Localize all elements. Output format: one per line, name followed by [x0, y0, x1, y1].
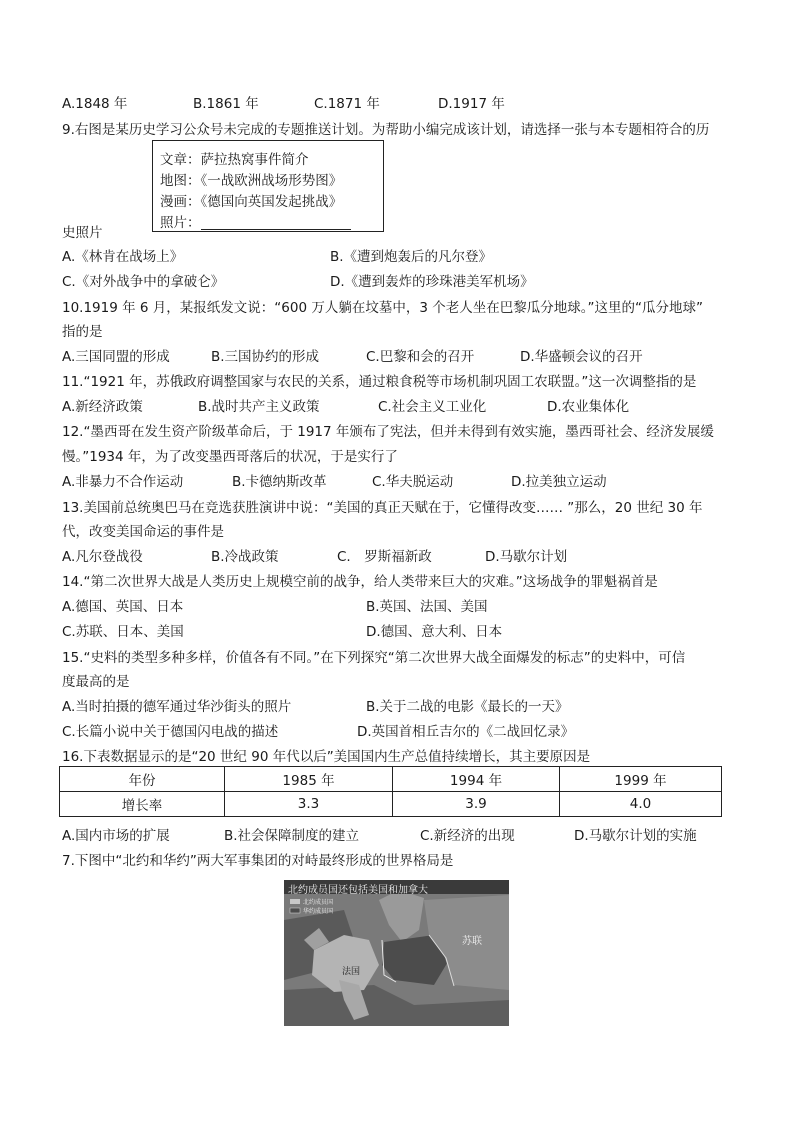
- q15-option-b: B.关于二战的电影《最长的一天》: [366, 699, 569, 715]
- q11-stem: 11.“1921 年，苏俄政府调整国家与农民的关系，通过粮食税等市场机制巩固工农联盟。”这一次调整指的是: [62, 374, 697, 390]
- table-row: [60, 792, 722, 817]
- table-header-cell: 1994 年: [393, 767, 560, 792]
- q15-option-d: D.英国首相丘吉尔的《二战回忆录》: [357, 724, 575, 740]
- q10-option-d: D.华盛顿会议的召开: [520, 349, 643, 365]
- map-title: 北约成员国还包括美国和加拿大: [288, 885, 428, 896]
- table-header-row: [60, 767, 722, 792]
- q15-stem-cont: 度最高的是: [62, 674, 130, 690]
- q9-option-a: A.《林肯在战场上》: [62, 249, 184, 265]
- q14-stem: 14.“第二次世界大战是人类历史上规模空前的战争，给人类带来巨大的灾难。”这场战争的罪魁祸首是: [62, 574, 658, 590]
- q13-stem-cont: 代，改变美国命运的事件是: [62, 524, 224, 540]
- q13-option-d: D.马歇尔计划: [485, 549, 568, 565]
- q8-option-c: C.1871 年: [314, 96, 380, 112]
- q14-option-b: B.英国、法国、美国: [366, 599, 488, 615]
- q13-option-a: A.凡尔登战役: [62, 549, 143, 565]
- q9-plan-box: [152, 140, 384, 232]
- q9-photo-blank: [201, 217, 351, 230]
- q11-option-c: C.社会主义工业化: [378, 399, 487, 415]
- q12-option-d: D.拉美独立运动: [511, 474, 607, 490]
- q16-gdp-table: [59, 766, 722, 817]
- q12-stem-cont: 慢。”1934 年，为了改变墨西哥落后的状况，于是实行了: [62, 449, 398, 465]
- q15-option-c: C.长篇小说中关于德国闪电战的描述: [62, 724, 279, 740]
- q10-option-a: A.三国同盟的形成: [62, 349, 170, 365]
- map-label-ussr: 苏联: [462, 936, 482, 947]
- q14-option-a: A.德国、英国、日本: [62, 599, 184, 615]
- q8-option-b: B.1861 年: [193, 96, 259, 112]
- q10-stem: 10.1919 年 6 月，某报纸发文说：“600 万人躺在坟墓中，3 个老人坐在巴黎瓜分地球。”这里的“瓜分地球”: [62, 300, 703, 316]
- q16-option-b: B.社会保障制度的建立: [224, 828, 360, 844]
- q11-option-b: B.战时共产主义政策: [198, 399, 320, 415]
- q8-option-a: A.1848 年: [62, 96, 128, 112]
- table-cell: 增长率: [60, 792, 225, 817]
- q13-stem: 13.美国前总统奥巴马在竞选获胜演讲中说：“美国的真正天赋在于，它懂得改变…… ”那么，20 世纪 30 年: [62, 500, 703, 516]
- q14-option-d: D.德国、意大利、日本: [366, 624, 503, 640]
- q9-option-b: B.《遭到炮轰后的凡尔登》: [330, 249, 493, 265]
- q9-stem-cont: 史照片: [62, 225, 103, 241]
- q9-box-article: 文章：萨拉热窝事件简介: [160, 152, 309, 168]
- table-header-cell: 1985 年: [225, 767, 393, 792]
- table-cell: 3.3: [225, 792, 393, 817]
- map-legend-warsaw: 华约成员国: [303, 908, 334, 915]
- q13-option-c: C. 罗斯福新政: [337, 549, 432, 565]
- q16-stem: 16.下表数据显示的是“20 世纪 90 年代以后”美国国内生产总值持续增长，其主要原因是: [62, 749, 591, 765]
- q16-option-d: D.马歇尔计划的实施: [574, 828, 697, 844]
- q9-box-photo: 照片：: [160, 215, 201, 231]
- table-header-cell: 年份: [60, 767, 225, 792]
- q15-stem: 15.“史料的类型多种多样，价值各有不同。”在下列探究“第二次世界大战全面爆发的标志”的史料中，可信: [62, 650, 686, 666]
- q12-stem: 12.“墨西哥在发生资产阶级革命后，于 1917 年颁布了宪法，但并未得到有效实施，墨西哥社会、经济发展缓: [62, 424, 714, 440]
- q9-box-map: 地图：《一战欧洲战场形势图》: [160, 173, 343, 189]
- q10-stem-cont: 指的是: [62, 324, 103, 340]
- q10-option-b: B.三国协约的形成: [211, 349, 320, 365]
- table-cell: 3.9: [393, 792, 560, 817]
- cold-war-map: [284, 880, 509, 1026]
- q9-option-d: D.《遭到轰炸的珍珠港美军机场》: [330, 274, 534, 290]
- q15-option-a: A.当时拍摄的德军通过华沙街头的照片: [62, 699, 292, 715]
- q8-option-d: D.1917 年: [438, 96, 505, 112]
- q10-option-c: C.巴黎和会的召开: [366, 349, 475, 365]
- table-header-cell: 1999 年: [560, 767, 722, 792]
- table-cell: 4.0: [560, 792, 722, 817]
- q12-option-a: A.非暴力不合作运动: [62, 474, 184, 490]
- q12-option-b: B.卡德纳斯改革: [232, 474, 327, 490]
- q16-option-c: C.新经济的出现: [420, 828, 515, 844]
- map-label-france: 法国: [342, 967, 361, 977]
- q9-stem: 9.右图是某历史学习公众号未完成的专题推送计划。为帮助小编完成该计划，请选择一张与本专题相符合的历: [62, 122, 710, 138]
- q16-option-a: A.国内市场的扩展: [62, 828, 170, 844]
- q9-box-cartoon: 漫画：《德国向英国发起挑战》: [160, 194, 343, 210]
- q13-option-b: B.冷战政策: [211, 549, 279, 565]
- map-legend-nato: 北约成员国: [303, 899, 334, 906]
- q14-option-c: C.苏联、日本、美国: [62, 624, 184, 640]
- q9-option-c: C.《对外战争中的拿破仑》: [62, 274, 225, 290]
- q11-option-a: A.新经济政策: [62, 399, 143, 415]
- q11-option-d: D.农业集体化: [547, 399, 630, 415]
- q17-stem: 7.下图中“北约和华约”两大军事集团的对峙最终形成的世界格局是: [62, 853, 454, 869]
- q12-option-c: C.华夫脱运动: [372, 474, 454, 490]
